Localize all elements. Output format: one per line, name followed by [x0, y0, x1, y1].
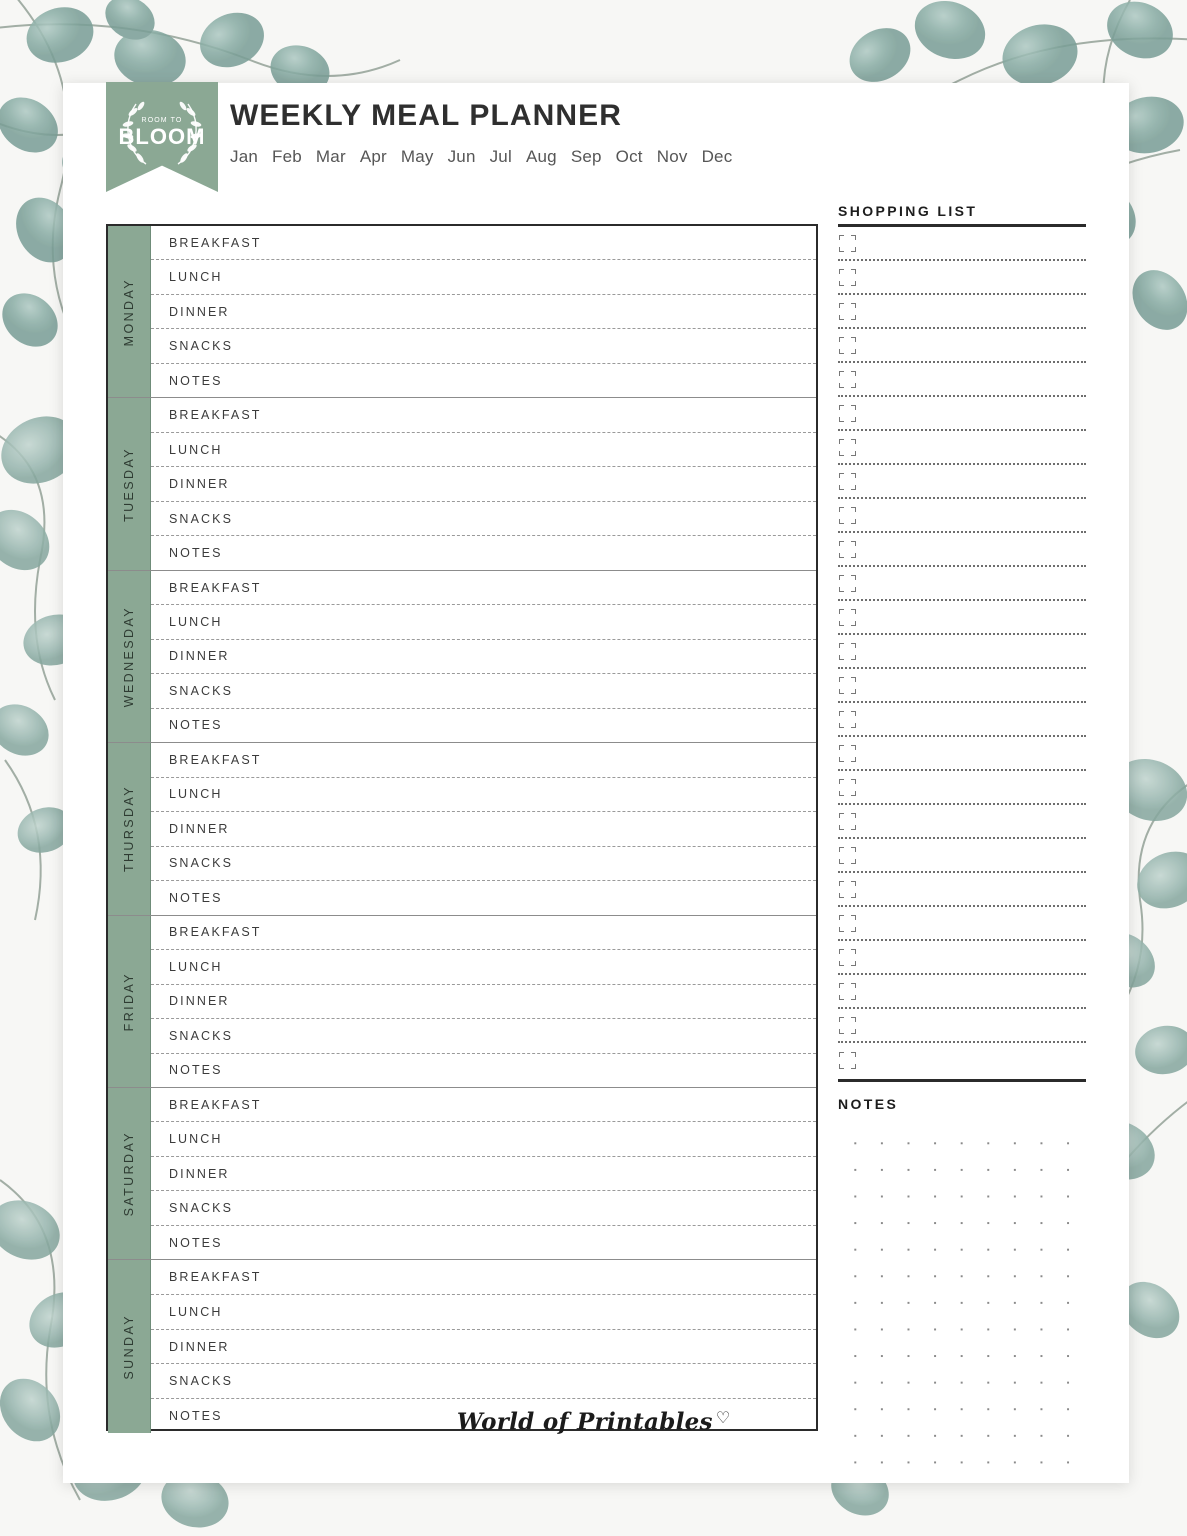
brand-logo-banner: [106, 82, 218, 192]
meal-rows: [151, 916, 816, 1087]
day-label-monday: [108, 226, 151, 397]
laurel-wreath-icon: [106, 82, 218, 192]
checkbox-icon[interactable]: [839, 813, 856, 830]
month-may[interactable]: May: [400, 147, 434, 166]
meal-row-breakfast[interactable]: BREAKFAST: [151, 398, 816, 432]
shopping-list-item[interactable]: [838, 601, 1086, 635]
checkbox-icon[interactable]: [839, 303, 856, 320]
day-label-text: THURSDAY: [122, 785, 136, 873]
meal-rows: [151, 571, 816, 742]
checkbox-icon[interactable]: [839, 507, 856, 524]
meal-row-breakfast[interactable]: BREAKFAST: [151, 226, 816, 260]
day-label-text: SATURDAY: [122, 1130, 136, 1217]
meal-row-snacks[interactable]: SNACKS: [151, 1019, 816, 1053]
shopping-list-item[interactable]: [838, 941, 1086, 975]
meal-row-notes[interactable]: NOTES: [169, 373, 223, 388]
meal-row-breakfast[interactable]: BREAKFAST: [151, 743, 816, 777]
checkbox-icon[interactable]: [839, 473, 856, 490]
checkbox-icon[interactable]: [839, 371, 856, 388]
heart-icon: ♡: [715, 1410, 731, 1427]
meal-rows: [151, 1088, 816, 1259]
day-block-wednesday: [108, 571, 816, 743]
meal-row-breakfast[interactable]: BREAKFAST: [151, 1088, 816, 1122]
checkbox-icon[interactable]: [839, 235, 856, 252]
day-block-saturday: [108, 1088, 816, 1260]
month-nov[interactable]: Nov: [656, 147, 688, 166]
meal-row-lunch[interactable]: LUNCH: [151, 605, 816, 639]
meal-row-breakfast[interactable]: BREAKFAST: [151, 571, 816, 605]
logo-brand-top: ROOM TO: [141, 117, 183, 124]
meal-row-snacks[interactable]: SNACKS: [151, 847, 816, 881]
meal-row-notes[interactable]: NOTES: [169, 890, 223, 905]
checkbox-icon[interactable]: [839, 643, 856, 660]
checkbox-icon[interactable]: [839, 609, 856, 626]
logo-brand-main: BLOOM: [118, 124, 206, 149]
meal-row-dinner[interactable]: DINNER: [151, 1330, 816, 1365]
notes-heading: NOTES: [838, 1096, 899, 1112]
shopping-list-item[interactable]: [838, 805, 1086, 839]
checkbox-icon[interactable]: [839, 405, 856, 422]
day-block-tuesday: [108, 398, 816, 570]
month-jul[interactable]: Jul: [489, 147, 512, 166]
month-selector[interactable]: [230, 147, 732, 167]
shopping-list-item[interactable]: [838, 295, 1086, 329]
meal-row-breakfast[interactable]: BREAKFAST: [151, 1260, 816, 1295]
meal-row-dinner[interactable]: DINNER: [151, 812, 816, 846]
day-label-tuesday: [108, 398, 151, 569]
day-block-thursday: [108, 743, 816, 915]
month-dec[interactable]: Dec: [701, 147, 733, 166]
meal-rows: [151, 1260, 816, 1432]
meal-row-notes[interactable]: NOTES: [169, 1408, 223, 1423]
checkbox-icon[interactable]: [839, 269, 856, 286]
meal-row-dinner[interactable]: DINNER: [151, 640, 816, 674]
checkbox-icon[interactable]: [839, 575, 856, 592]
meal-row-notes[interactable]: NOTES: [169, 1063, 223, 1078]
shopping-list-item[interactable]: [838, 1043, 1086, 1077]
shopping-list-item[interactable]: [838, 397, 1086, 431]
shopping-list-heading: SHOPPING LIST: [838, 203, 978, 219]
checkbox-icon[interactable]: [839, 541, 856, 558]
checkbox-icon[interactable]: [839, 779, 856, 796]
shopping-list-closing-rule: [838, 1079, 1086, 1082]
shopping-list-item[interactable]: [838, 363, 1086, 397]
meal-row-notes[interactable]: NOTES: [169, 546, 223, 561]
meal-row-snacks[interactable]: SNACKS: [151, 1191, 816, 1225]
day-block-friday: [108, 916, 816, 1088]
shopping-list-item[interactable]: [838, 465, 1086, 499]
day-label-text: MONDAY: [122, 277, 136, 346]
checkbox-icon[interactable]: [839, 337, 856, 354]
page-title: WEEKLY MEAL PLANNER: [230, 99, 623, 132]
checkbox-icon[interactable]: [839, 1052, 856, 1069]
meal-row-snacks[interactable]: SNACKS: [151, 502, 816, 536]
day-block-monday: [108, 226, 816, 398]
day-label-text: TUESDAY: [122, 446, 136, 522]
shopping-list-item[interactable]: [838, 329, 1086, 363]
shopping-list-item[interactable]: [838, 839, 1086, 873]
title-block: [230, 101, 732, 167]
shopping-list-item[interactable]: [838, 431, 1086, 465]
checkbox-icon[interactable]: [839, 983, 856, 1000]
shopping-list-item[interactable]: [838, 669, 1086, 703]
meal-row-notes[interactable]: NOTES: [169, 1235, 223, 1250]
month-feb[interactable]: Feb: [272, 147, 302, 166]
day-label-thursday: [108, 743, 151, 914]
checkbox-icon[interactable]: [839, 711, 856, 728]
meal-row-lunch[interactable]: LUNCH: [151, 1122, 816, 1156]
checkbox-icon[interactable]: [839, 847, 856, 864]
checkbox-icon[interactable]: [839, 915, 856, 932]
day-label-friday: [108, 916, 151, 1087]
page-header: [63, 83, 1129, 203]
shopping-list-item[interactable]: [838, 1009, 1086, 1043]
right-column: [838, 203, 1086, 1470]
meal-row-snacks[interactable]: SNACKS: [151, 1364, 816, 1399]
checkbox-icon[interactable]: [839, 439, 856, 456]
meal-row-lunch[interactable]: LUNCH: [151, 1295, 816, 1330]
shopping-list-item[interactable]: [838, 771, 1086, 805]
checkbox-icon[interactable]: [839, 881, 856, 898]
month-oct[interactable]: Oct: [615, 147, 643, 166]
meal-row-dinner[interactable]: DINNER: [151, 467, 816, 501]
shopping-list-item[interactable]: [838, 533, 1086, 567]
meal-row-snacks[interactable]: SNACKS: [151, 329, 816, 363]
shopping-list-item[interactable]: [838, 737, 1086, 771]
meal-row-lunch[interactable]: LUNCH: [151, 950, 816, 984]
day-label-text: SUNDAY: [122, 1313, 136, 1380]
day-label-text: WEDNESDAY: [122, 605, 136, 708]
shopping-list-item[interactable]: [838, 975, 1086, 1009]
meal-row-snacks[interactable]: SNACKS: [151, 674, 816, 708]
month-aug[interactable]: Aug: [525, 147, 557, 166]
meal-row-dinner[interactable]: DINNER: [151, 985, 816, 1019]
shopping-list-item[interactable]: [838, 703, 1086, 737]
meal-row-lunch[interactable]: LUNCH: [151, 433, 816, 467]
printable-page: [63, 83, 1129, 1483]
meal-row-dinner[interactable]: DINNER: [151, 295, 816, 329]
meal-rows: [151, 743, 816, 914]
day-label-sunday: [108, 1260, 151, 1432]
month-jan[interactable]: Jan: [230, 147, 259, 166]
footer-brand-text: World of Printables: [456, 1408, 713, 1436]
checkbox-icon[interactable]: [839, 949, 856, 966]
month-apr[interactable]: Apr: [359, 147, 387, 166]
checkbox-icon[interactable]: [839, 1017, 856, 1034]
day-label-text: FRIDAY: [122, 971, 136, 1031]
day-block-sunday: [108, 1260, 816, 1432]
shopping-list-item[interactable]: [838, 873, 1086, 907]
shopping-list-rows: [838, 227, 1086, 1077]
checkbox-icon[interactable]: [839, 677, 856, 694]
shopping-list-item[interactable]: [838, 635, 1086, 669]
meal-rows: [151, 398, 816, 569]
month-sep[interactable]: Sep: [570, 147, 602, 166]
weekly-meal-table: [106, 224, 818, 1431]
meal-row-dinner[interactable]: DINNER: [151, 1157, 816, 1191]
month-mar[interactable]: Mar: [315, 147, 346, 166]
meal-row-lunch[interactable]: LUNCH: [151, 778, 816, 812]
day-label-wednesday: [108, 571, 151, 742]
shopping-list-item[interactable]: [838, 227, 1086, 261]
shopping-list-section: [838, 203, 1086, 1082]
meal-row-notes[interactable]: NOTES: [169, 718, 223, 733]
checkbox-icon[interactable]: [839, 745, 856, 762]
shopping-list-item[interactable]: [838, 499, 1086, 533]
meal-rows: [151, 226, 816, 397]
shopping-list-item[interactable]: [838, 261, 1086, 295]
footer: [0, 1408, 1187, 1435]
day-label-saturday: [108, 1088, 151, 1259]
month-jun[interactable]: Jun: [447, 147, 476, 166]
shopping-list-item[interactable]: [838, 907, 1086, 941]
meal-row-breakfast[interactable]: BREAKFAST: [151, 916, 816, 950]
shopping-list-item[interactable]: [838, 567, 1086, 601]
meal-row-lunch[interactable]: LUNCH: [151, 260, 816, 294]
